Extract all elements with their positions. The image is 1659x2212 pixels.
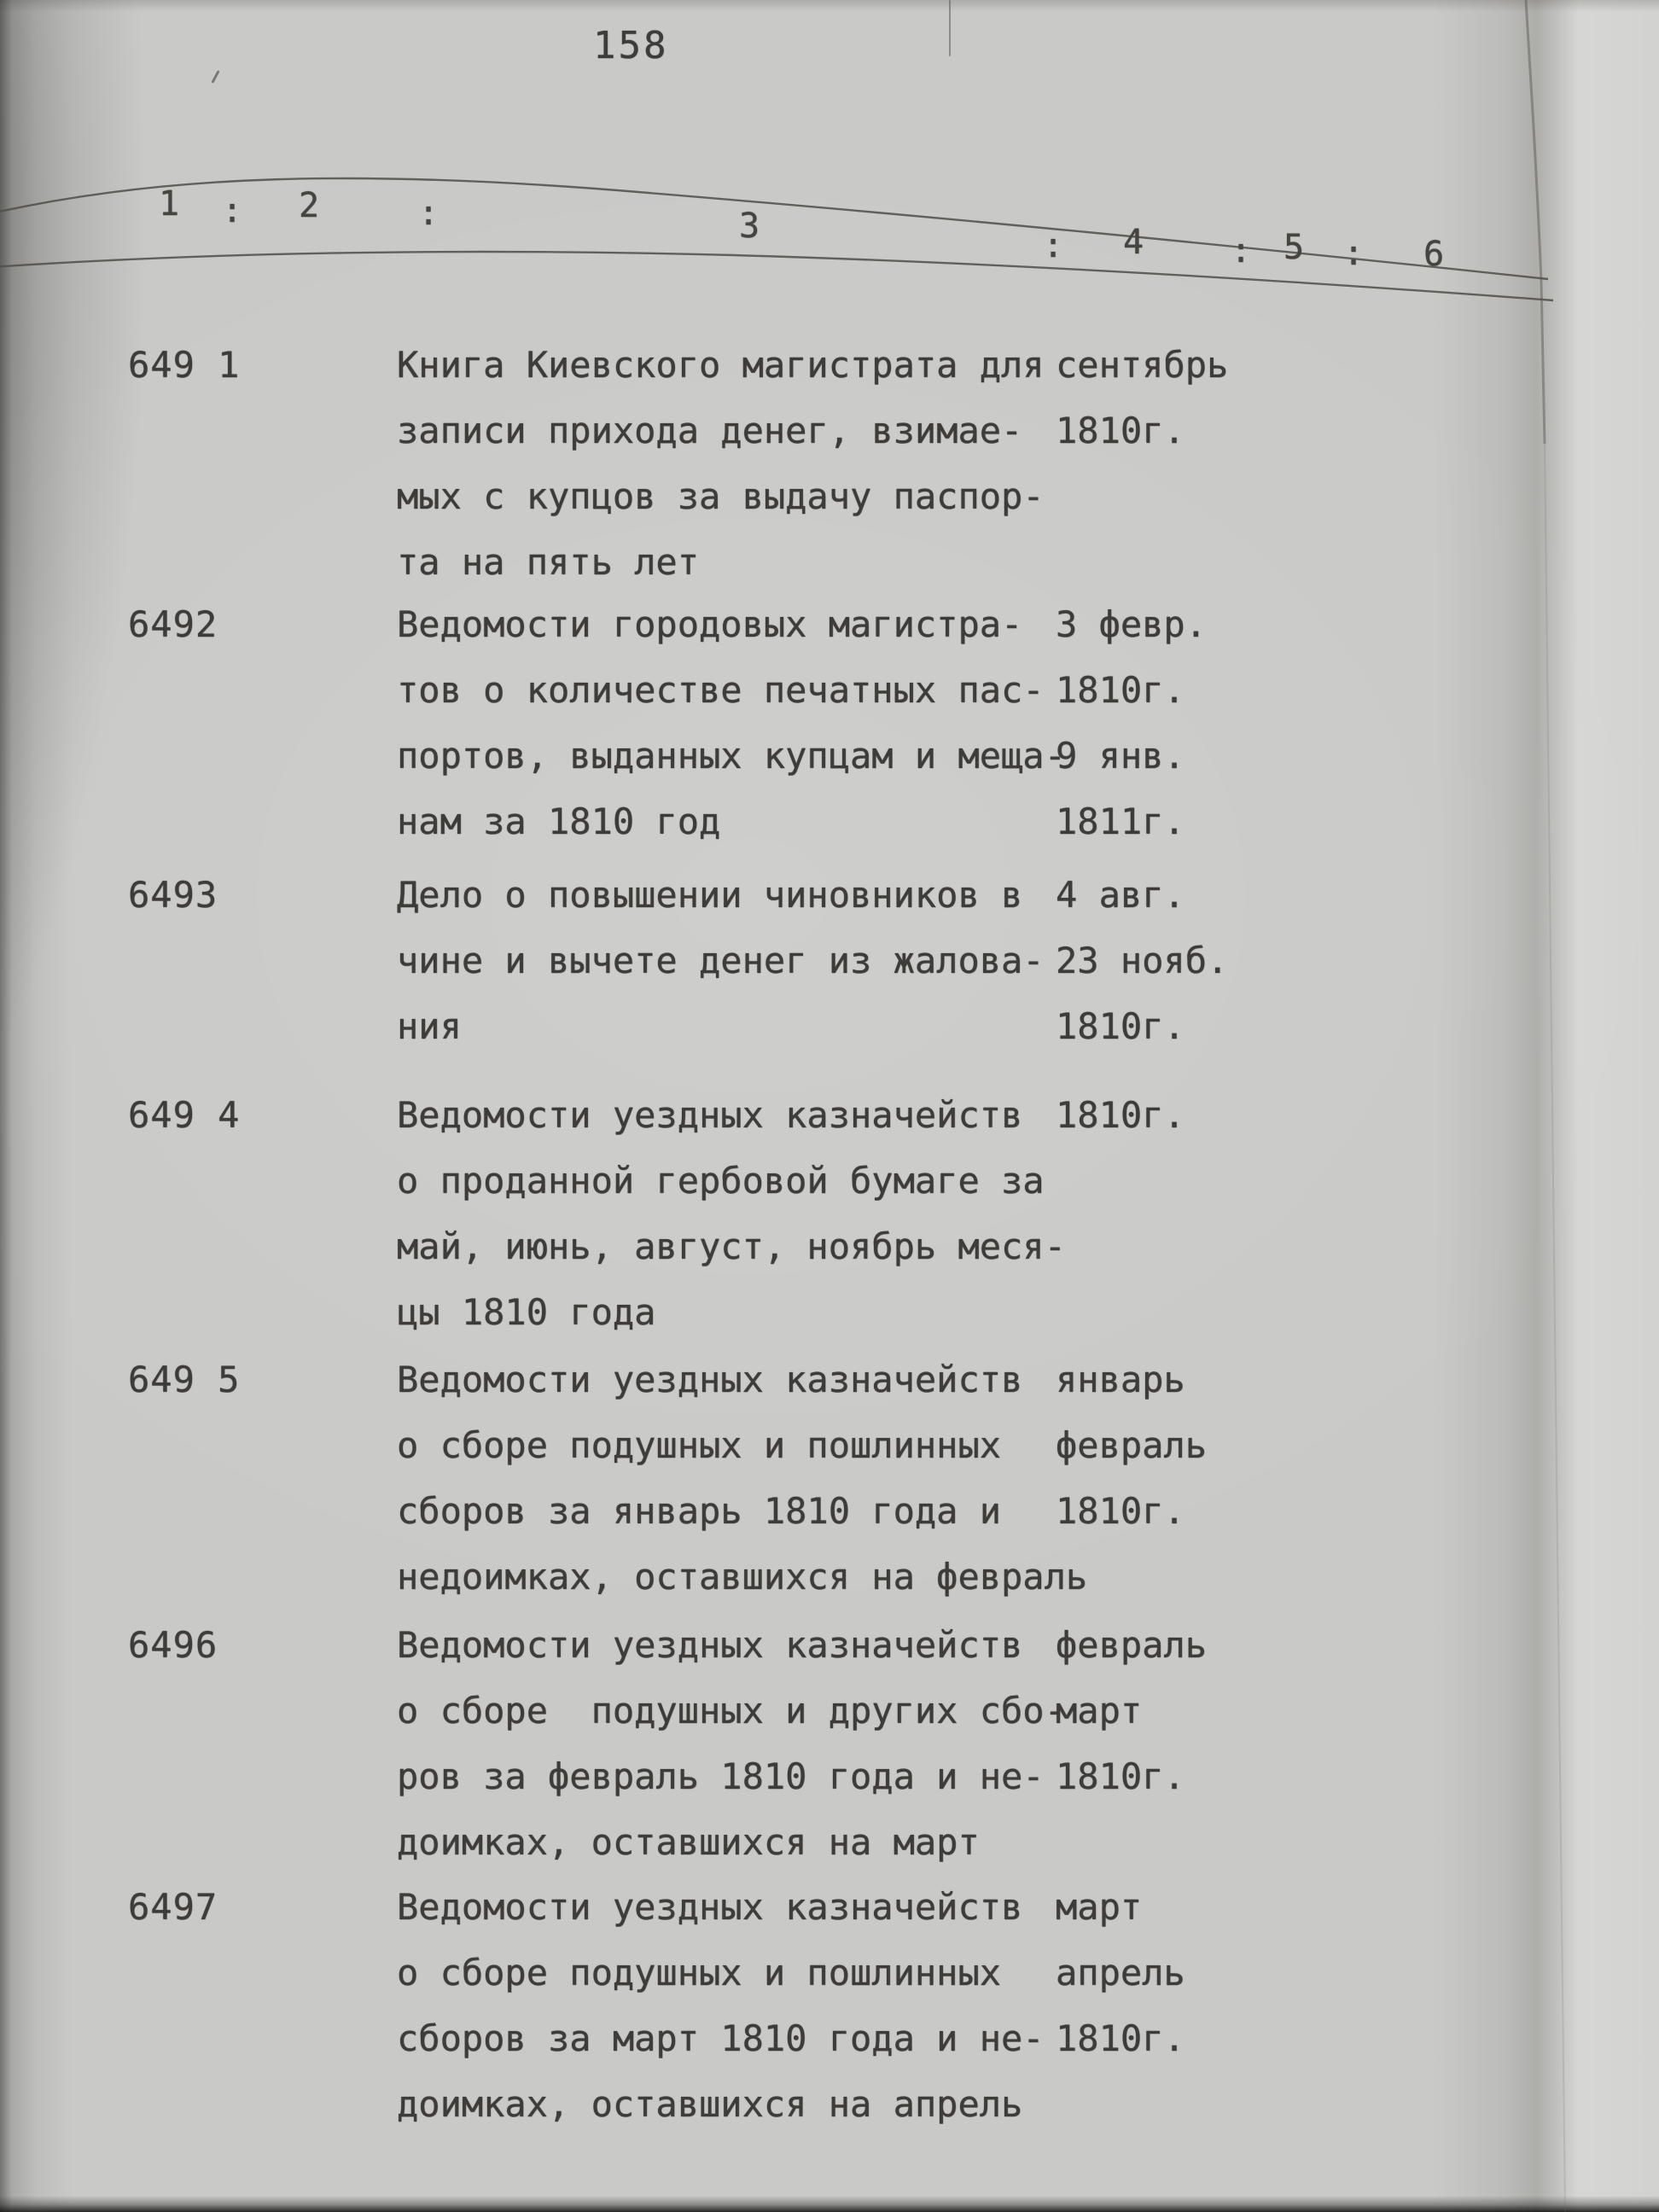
description-line: о проданной гербовой бумаге за	[397, 1160, 1045, 1202]
date-line: сентябрь	[1056, 344, 1229, 386]
date-line: 1810г.	[1056, 410, 1185, 451]
description-line: доимках, оставшихся на апрель	[397, 2083, 1023, 2125]
date-line: январь	[1056, 1359, 1185, 1400]
entry-dates	[1056, 1612, 1207, 1809]
date-line: 1810г.	[1056, 2017, 1185, 2059]
entry-number: 6497	[128, 1886, 218, 1928]
description-line: сборов за январь 1810 года и	[397, 1490, 1002, 1532]
date-line: 1810г.	[1056, 1094, 1185, 1136]
description-line: портов, выданных купцам и меща-	[397, 735, 1066, 777]
description-line: ния	[397, 1005, 462, 1047]
column-number-3: 3	[739, 207, 760, 246]
description-line: Ведомости уездных казначейств	[397, 1359, 1023, 1400]
entry-description	[397, 1612, 1066, 1875]
date-line: март	[1056, 1690, 1143, 1732]
column-number-4: 4	[1123, 223, 1144, 262]
entry-number: 649 5	[128, 1359, 241, 1400]
description-line: май, июнь, август, ноябрь меся-	[397, 1225, 1066, 1267]
entry-number: 649 1	[128, 344, 241, 386]
date-line: апрель	[1056, 1952, 1185, 1994]
description-line: записи прихода денег, взимае-	[397, 410, 1023, 451]
entry-number: 6492	[128, 603, 218, 645]
entry-dates	[1056, 332, 1228, 463]
description-line: чине и вычете денег из жалова-	[397, 940, 1045, 981]
date-line: март	[1056, 1886, 1143, 1928]
description-line: о сборе подушных и пошлинных	[397, 1424, 1002, 1466]
description-line: Дело о повышении чиновников в	[397, 874, 1023, 916]
description-line: Ведомости уездных казначейств	[397, 1886, 1023, 1928]
entry-description	[397, 1082, 1066, 1345]
description-line: Ведомости городовых магистра-	[397, 603, 1023, 645]
column-number-5: 5	[1284, 228, 1305, 267]
entry-description	[397, 591, 1066, 854]
description-line: мых с купцов за выдачу паспор-	[397, 475, 1045, 517]
date-line: 23 нояб.	[1056, 940, 1229, 981]
date-line: февраль	[1056, 1424, 1208, 1466]
description-line: цы 1810 года	[397, 1291, 656, 1333]
description-line: Ведомости уездных казначейств	[397, 1624, 1023, 1666]
description-line: Книга Киевского магистрата для	[397, 344, 1045, 386]
column-number-1: 1	[159, 184, 180, 224]
column-number-6: 6	[1423, 235, 1445, 274]
entry-number: 649 4	[128, 1094, 241, 1136]
entry-dates	[1056, 1082, 1185, 1148]
entry-dates	[1056, 862, 1228, 1059]
scratch-mark	[949, 0, 951, 56]
column-number-2: 2	[299, 186, 320, 225]
description-line: нам за 1810 год	[397, 800, 721, 842]
column-separator: :	[222, 191, 243, 230]
page-edge-line	[1545, 444, 1565, 2212]
description-line: доимках, оставшихся на март	[397, 1821, 980, 1863]
column-separator: :	[1043, 226, 1064, 265]
column-separator: :	[418, 194, 439, 233]
entry-dates	[1056, 1874, 1185, 2071]
entry-description	[397, 332, 1045, 595]
page-number: 158	[593, 24, 669, 67]
date-line: 3 февр.	[1056, 603, 1208, 645]
entry-dates	[1056, 1347, 1207, 1544]
date-line: 1810г.	[1056, 1490, 1185, 1532]
date-line: 9 янв.	[1056, 735, 1185, 777]
description-line: сборов за март 1810 года и не-	[397, 2017, 1045, 2059]
description-line: Ведомости уездных казначейств	[397, 1094, 1023, 1136]
date-line: 1810г.	[1056, 1755, 1185, 1797]
date-line: 1811г.	[1056, 800, 1185, 842]
entry-description	[397, 862, 1045, 1059]
header-rule-bottom	[0, 252, 1553, 300]
description-line: тов о количестве печатных пас-	[397, 669, 1045, 711]
description-line: недоимках, оставшихся на февраль	[397, 1556, 1088, 1598]
entry-description	[397, 1874, 1045, 2137]
date-line: 1810г.	[1056, 669, 1185, 711]
column-separator: :	[1343, 234, 1365, 273]
page-fold-line	[1526, 0, 1545, 444]
description-line: ров за февраль 1810 года и не-	[397, 1755, 1045, 1797]
date-line: февраль	[1056, 1624, 1208, 1666]
description-line: та на пять лет	[397, 541, 700, 583]
description-line: о сборе подушных и пошлинных	[397, 1952, 1002, 1994]
entry-number: 6493	[128, 874, 218, 916]
entry-dates	[1056, 591, 1207, 854]
column-separator: :	[1231, 231, 1252, 271]
date-line: 4 авг.	[1056, 874, 1185, 916]
entry-description	[397, 1347, 1087, 1610]
date-line: 1810г.	[1056, 1005, 1185, 1047]
entry-number: 6496	[128, 1624, 218, 1666]
description-line: о сборе подушных и других сбо-	[397, 1690, 1066, 1732]
